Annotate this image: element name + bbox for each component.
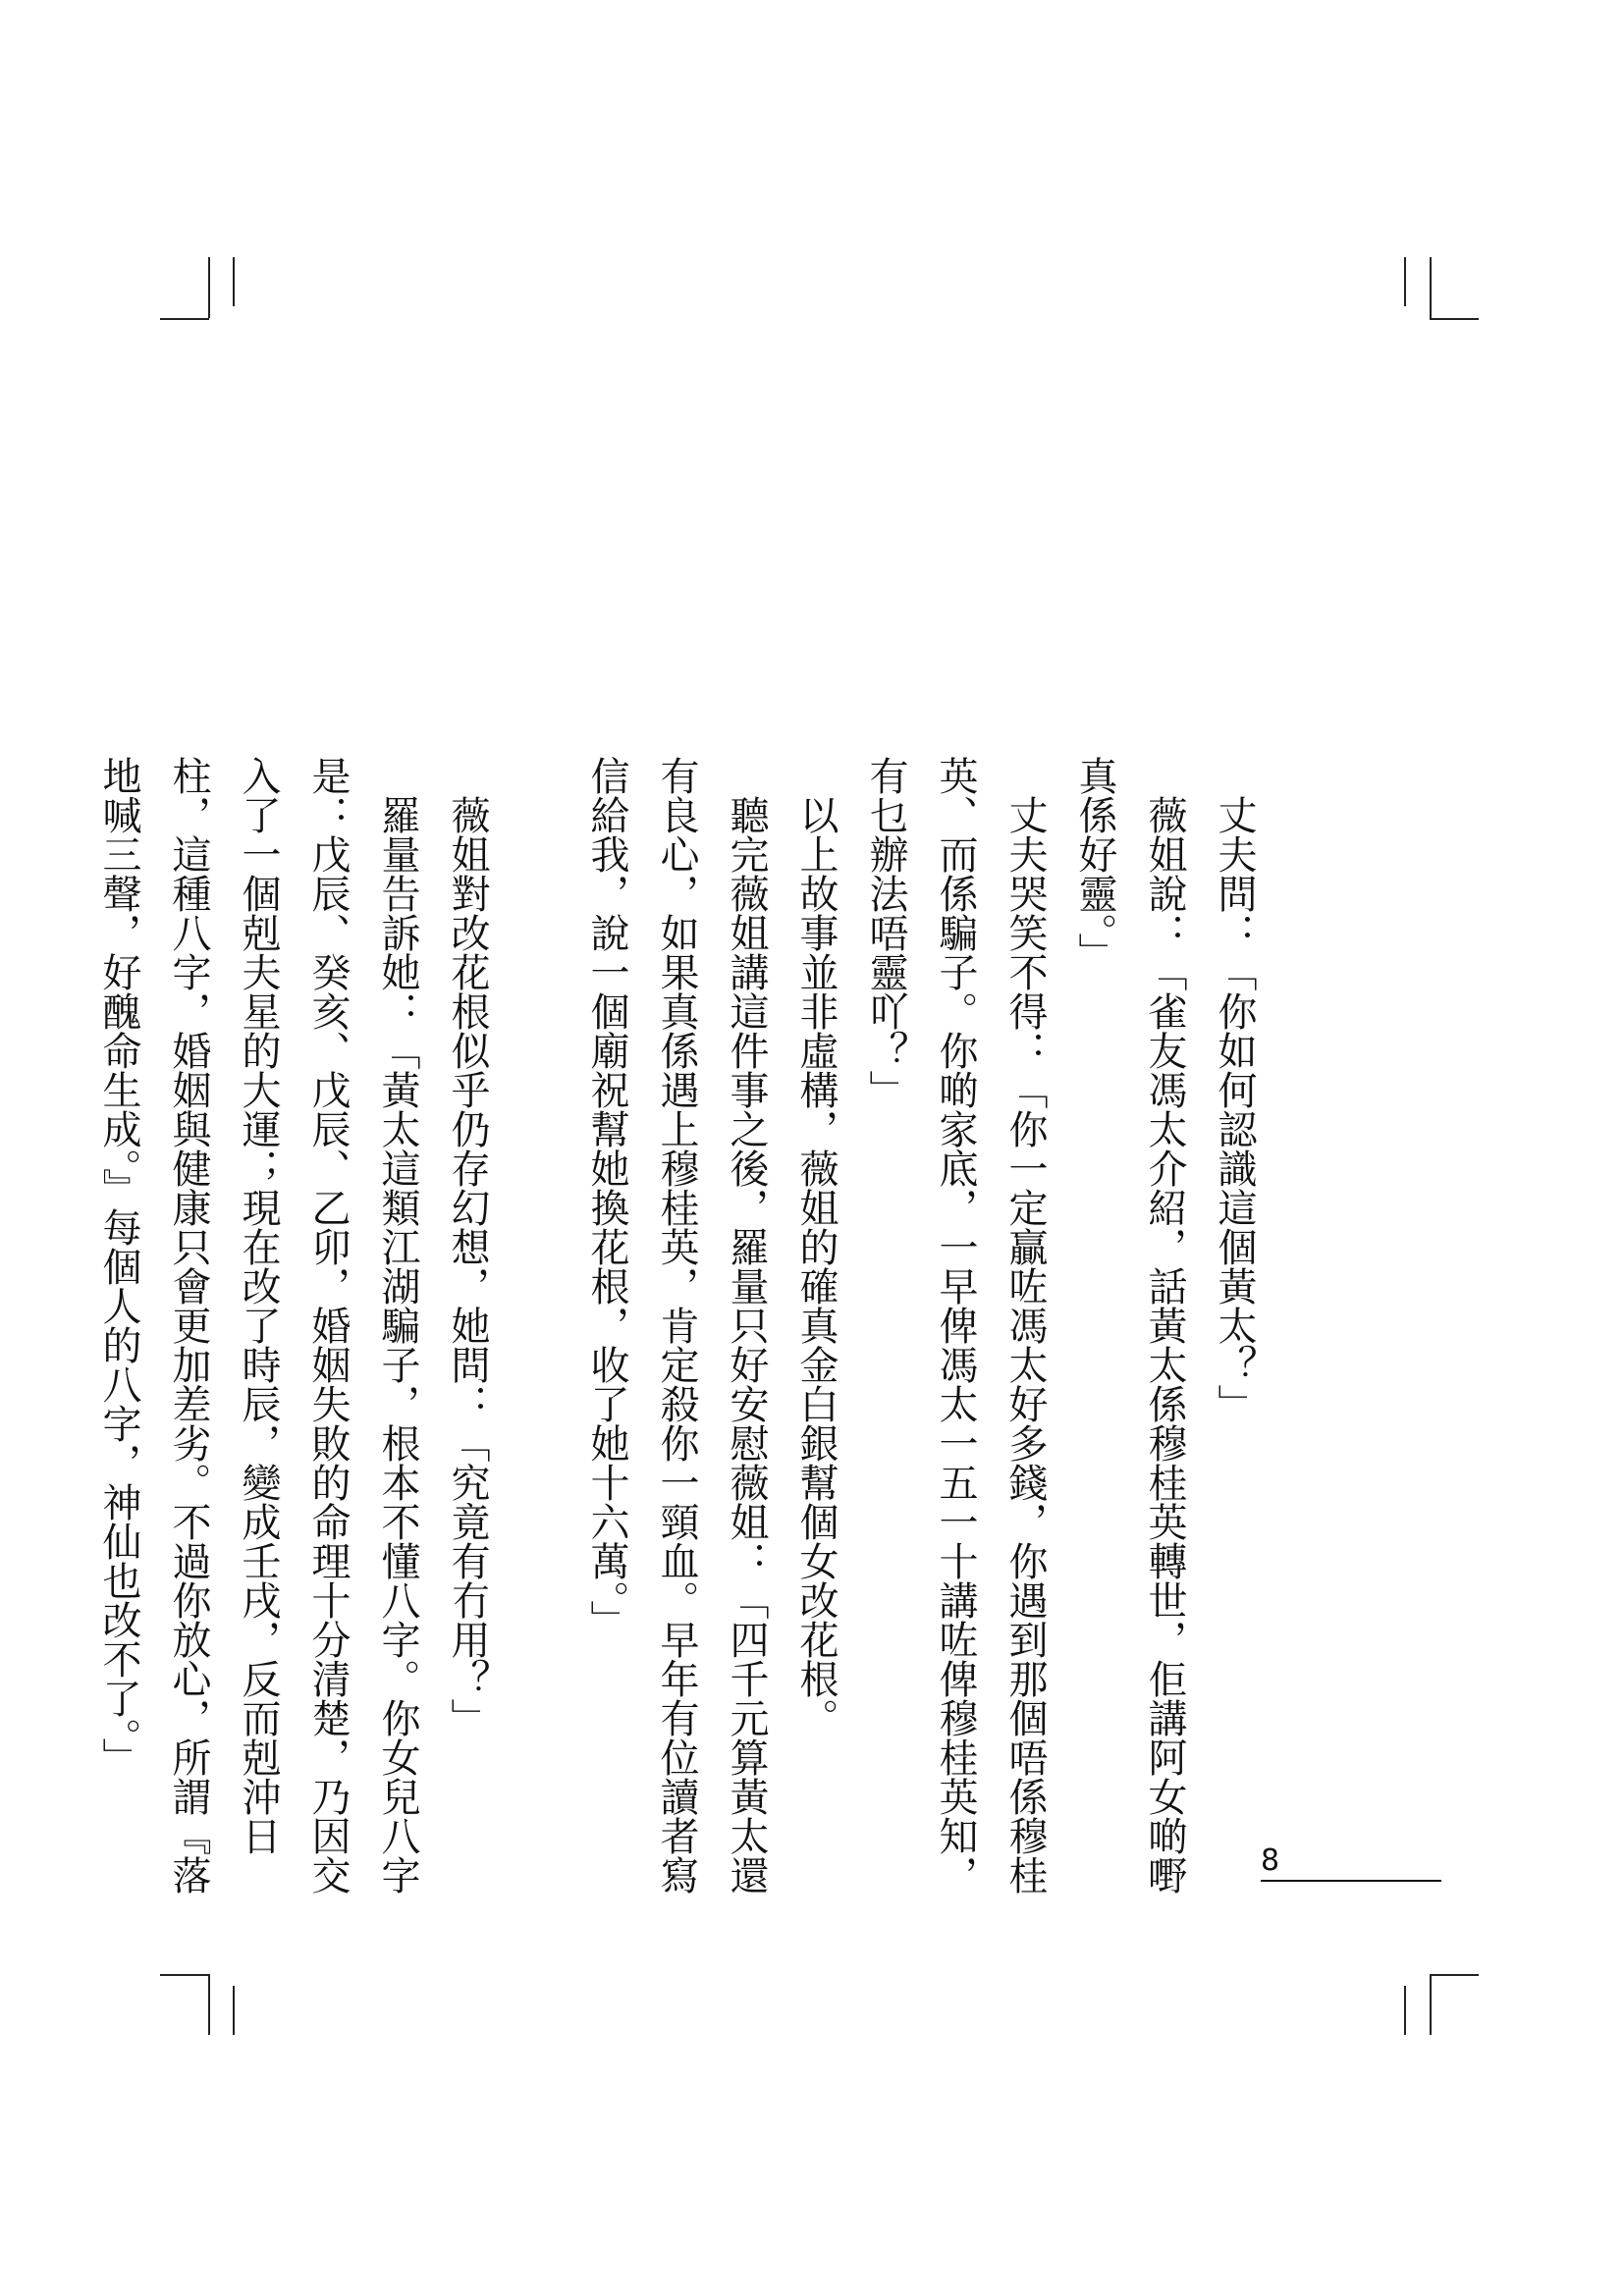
crop-mark-bottom-left-vertical-inner [233,1986,235,2035]
paragraph: 薇姐說：「雀友馮太介紹，話黃太係穆桂英轉世，佢講阿女啲嘢真係好靈。」 [1072,756,1187,1895]
crop-mark-bottom-left-vertical-outer [208,1974,210,2035]
crop-mark-top-right-horizontal [1430,318,1479,320]
page-number-rule [1261,1880,1441,1882]
crop-mark-top-left-horizontal [160,318,209,320]
paragraph: 聽完薇姐講這件事之後，羅量只好安慰薇姐：「四千元算黃太還有良心，如果真係遇上穆桂英，肯定殺你一頸血。早年有位讀者寫信給我，說一個廟祝幫她換花根，收了她十六萬。」 [584,756,769,1895]
paragraph: 以上故事並非虛構，薇姐的確真金白銀幫個女改花根。 [793,795,839,1737]
crop-mark-top-right-vertical-inner [1404,257,1406,306]
paragraph: 薇姐對改花根似乎仍存幻想，她問：「究竟有冇用？」 [445,795,490,1737]
body-text [96,756,1269,1904]
crop-mark-bottom-right-vertical-inner [1404,1986,1406,2035]
crop-mark-bottom-left-horizontal [160,1974,209,1976]
crop-mark-bottom-right-vertical-outer [1430,1974,1432,2035]
paragraph: 丈夫哭笑不得：「你一定贏咗馮太好多錢，你遇到那個唔係穆桂英、而係騙子。你啲家底，一早俾馮太一五一十講咗俾穆桂英知，有乜辦法唔靈吖？」 [863,756,1048,1895]
paragraph: 丈夫問：「你如何認識這個黃太？」 [1212,795,1257,1423]
crop-mark-top-left-vertical-outer [208,257,210,318]
crop-mark-top-right-vertical-outer [1430,257,1432,318]
paragraph: 羅量告訴她：「黃太這類江湖騙子，根本不懂八字。你女兒八字是：戊辰、癸亥、戊辰、乙卯，婚姻失敗的命理十分清楚，乃因交入了一個剋夫星的大運；現在改了時辰，變成壬戌，反而剋沖日柱，這種八字，婚姻與健康只會更加差劣。不過你放心，所謂『落地喊三聲，好醜命生成。』每個人的八字，神仙也改不了。」 [96,756,420,1895]
crop-mark-top-left-vertical-inner [233,257,235,306]
page-number: 8 [1261,1843,1280,1878]
crop-mark-bottom-right-horizontal [1430,1974,1479,1976]
